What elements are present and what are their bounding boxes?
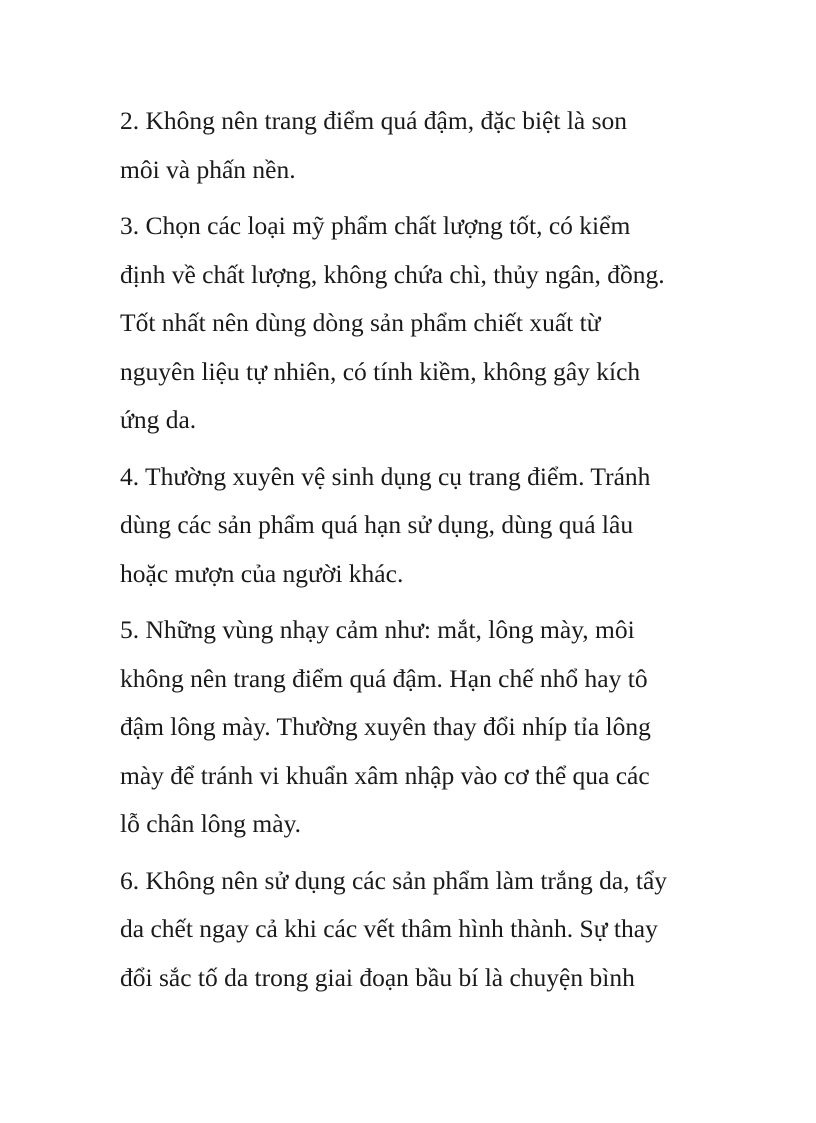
text-line: ứng da. (120, 405, 197, 434)
text-line: da chết ngay cả khi các vết thâm hình thành. Sự thay (120, 914, 658, 943)
text-line: đậm lông mày. Thường xuyên thay đổi nhíp tỉa lông (120, 712, 651, 741)
paragraph-item-4 (120, 453, 700, 599)
text-line: 4. Thường xuyên vệ sinh dụng cụ trang điểm. Tránh (120, 461, 651, 491)
text-line: 6. Không nên sử dụng các sản phẩm làm trắng da, tẩy (120, 865, 668, 895)
text-line: lỗ chân lông mày. (120, 809, 302, 838)
text-line: định về chất lượng, không chứa chì, thủy ngân, đồng. (120, 259, 665, 289)
paragraph-item-6 (120, 857, 700, 1003)
text-line: môi và phấn nền. (120, 154, 296, 184)
paragraph-item-2 (120, 97, 700, 194)
text-line: 3. Chọn các loại mỹ phẩm chất lượng tốt, có kiểm (120, 211, 631, 240)
text-line: không nên trang điểm quá đậm. Hạn chế nhổ hay tô (120, 663, 648, 693)
text-line: hoặc mượn của người khác. (120, 558, 404, 588)
text-line: nguyên liệu tự nhiên, có tính kiềm, không gây kích (120, 356, 641, 386)
text-line: Tốt nhất nên dùng dòng sản phẩm chiết xuất từ (120, 308, 601, 337)
text-line: 2. Không nên trang điểm quá đậm, đặc biệt là son (120, 106, 628, 135)
text-line: 5. Những vùng nhạy cảm như: mắt, lông mày, môi (120, 615, 635, 644)
text-line: đổi sắc tố da trong giai đoạn bầu bí là chuyện bình (120, 962, 635, 992)
text-line: dùng các sản phẩm quá hạn sử dụng, dùng quá lâu (120, 510, 634, 539)
document-body (120, 97, 700, 1010)
text-line: mày để tránh vi khuẩn xâm nhập vào cơ thể qua các (120, 760, 650, 790)
paragraph-item-5 (120, 606, 700, 849)
paragraph-item-3 (120, 202, 700, 445)
